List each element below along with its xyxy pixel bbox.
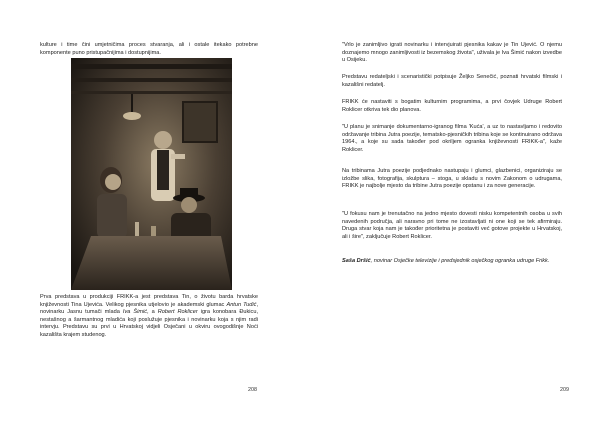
text-run: , a: [147, 309, 158, 316]
text-run: , novinarku Jasnu tumači mlada: [40, 301, 259, 316]
page-number-left: 208: [248, 387, 257, 393]
actor-name: Iva Šimić: [122, 309, 148, 316]
author-name: Saša Dršić: [342, 258, 371, 264]
right-paragraph-6: "U fokusu nam je trenutačno na jedno mjesto dovesti nisku kompetentnih osoba u svih navedenih područja, ali naravno pri tome ne izostavljati ni one koji se tek afirmiraju. Druga stvar koja nam je također prioritetna je postaviti već gotove projekte u Hrvatskoj, ali i šire", zaključuje Robert Roklicer.: [342, 211, 562, 240]
right-paragraph-5: Na tribinama Jutra poezije podjednako nastupaju i glumci, glazbenici, organiziraju se izložbe slika, fotografija, skulptura – stoga, u skladu s novim Zakonom o udrugama, FRIKK je najbolje mjesto da tribine Jutra poezije opstanu i za nove generacije.: [342, 168, 562, 190]
actor-name: Antun Tudić: [226, 301, 257, 308]
text-run: igra konobara Đukicu, nestašnog a šarmantnog mladića koji poslužuje pjesnika i novinarku koja s njim radi intervju. Predstavu su prvi u Hrvatskoj vidjeli Osječani u okviru ovogodišnje Noći kazališta krajem studenog.: [40, 309, 259, 338]
right-paragraph-3: FRIKK će nastaviti s bogatim kulturnim programima, a prvi čovjek Udruge Robert Roklicer otkriva tek dio planova.: [342, 99, 562, 113]
author-signature: [342, 258, 562, 266]
text-run: Prva predstava u produkciji FRIKK-a jest predstava Tin, o životu barda hrvatske književnosti Tina Ujevića. Velikog pjesnika utjelovio je akademski glumac: [40, 294, 258, 308]
right-paragraph-1: "Vrlo je zanimljivo igrati novinarku i intervjuirati pjesnika kakav je Tin Ujević. O njemu doznajemo mnogo zanimljivosti iz bezemskog života", uživala je Iva Šimić nakon izvedbe u Osijeku.: [342, 42, 562, 64]
right-paragraph-4: "U planu je snimanje dokumentarno-igranog filma 'Kuća', a uz to nastavljamo i redovito održavanje tribina Jutra poezije, tematsko-pjesničkih tribina koje se kontinuirano održava 1964., a koje su sada također pod okriljem ogranka književnosti FRIKK-a", kaže Roklicer.: [342, 124, 562, 153]
theatre-photo: [71, 58, 232, 290]
left-bottom-paragraph: [40, 294, 258, 340]
actor-name: Robert Roklicer: [157, 309, 198, 316]
author-description: , novinar Osječke televizije i predsjednik osječkog ogranka udruge Frikk.: [370, 258, 550, 264]
page-number-right: 209: [560, 387, 569, 393]
left-top-paragraph: kulture i time čini umjetničima proces stvaranja, ali i ostale itekako potrebne komponente puno pristupačnijima i dostupnijima.: [40, 42, 258, 56]
right-paragraph-2: Predstavu redateljski i scenaristički potpisuje Željko Senečić, poznati hrvatski filmski i kazališni redatelj.: [342, 74, 562, 88]
